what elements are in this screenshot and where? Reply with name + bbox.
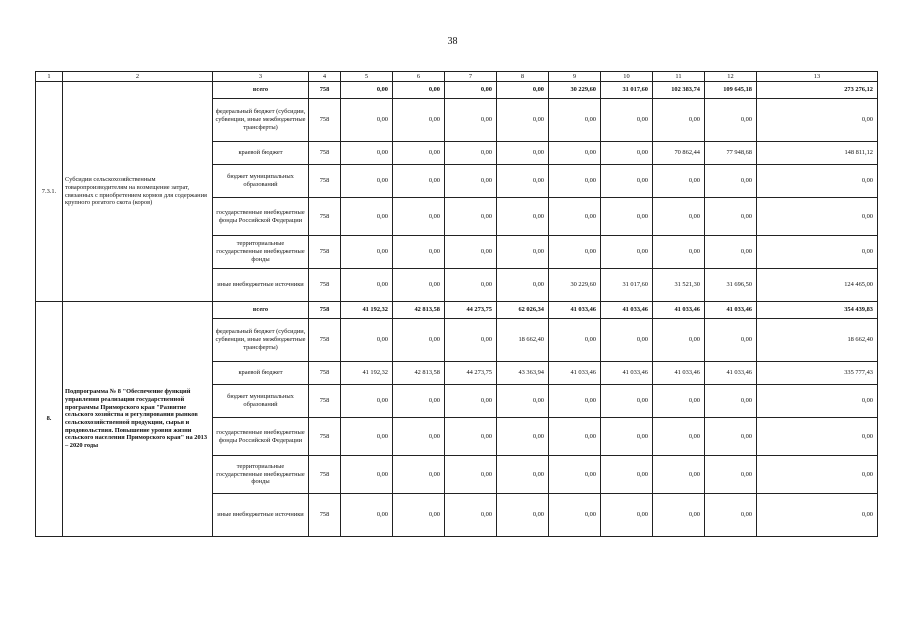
year-value: 0,00 <box>705 99 757 142</box>
budget-code: 758 <box>309 142 341 165</box>
year-value: 0,00 <box>497 165 549 198</box>
item-name: Субсидии сельскохозяйственным товаропроизводителям на возмещение затрат, связанных с приобретением кормов для содержания крупного рогатого скота (коров) <box>63 82 213 302</box>
budget-code: 758 <box>309 456 341 494</box>
year-value: 102 383,74 <box>653 82 705 99</box>
year-value: 41 033,46 <box>653 302 705 319</box>
year-value: 0,00 <box>341 82 393 99</box>
year-value: 0,00 <box>601 319 653 362</box>
column-number-2: 2 <box>63 72 213 82</box>
year-value: 0,00 <box>341 319 393 362</box>
year-value: 0,00 <box>601 494 653 537</box>
funding-source: краевой бюджет <box>213 142 309 165</box>
year-value: 0,00 <box>497 99 549 142</box>
year-value: 0,00 <box>549 385 601 418</box>
year-value: 0,00 <box>549 99 601 142</box>
column-number-row <box>36 72 878 82</box>
funding-source: федеральный бюджет (субсидии, субвенции, иные межбюджетные трансферты) <box>213 319 309 362</box>
year-value: 0,00 <box>341 198 393 236</box>
year-value: 0,00 <box>549 319 601 362</box>
year-value: 0,00 <box>341 165 393 198</box>
total-value: 148 811,12 <box>757 142 878 165</box>
year-value: 0,00 <box>393 99 445 142</box>
year-value: 43 363,94 <box>497 362 549 385</box>
year-value: 30 229,60 <box>549 269 601 302</box>
year-value: 0,00 <box>341 385 393 418</box>
year-value: 109 645,18 <box>705 82 757 99</box>
year-value: 41 033,46 <box>705 362 757 385</box>
column-number-5: 5 <box>341 72 393 82</box>
year-value: 0,00 <box>705 236 757 269</box>
year-value: 41 033,46 <box>705 302 757 319</box>
total-value: 354 439,83 <box>757 302 878 319</box>
budget-code: 758 <box>309 198 341 236</box>
year-value: 41 192,32 <box>341 302 393 319</box>
item-name: Подпрограмма № 8 "Обеспечение функций управления реализации государственной программы Приморского края "Развитие сельского хозяйства и регулирования рынков сельскохозяйственной продукции, сырья и продовольствия. Повышение уровня жизни сельского населения Приморского края" на 2013 – 2020 годы <box>63 302 213 537</box>
year-value: 0,00 <box>653 99 705 142</box>
budget-code: 758 <box>309 319 341 362</box>
year-value: 0,00 <box>653 385 705 418</box>
year-value: 0,00 <box>705 165 757 198</box>
budget-code: 758 <box>309 418 341 456</box>
year-value: 0,00 <box>549 418 601 456</box>
year-value: 0,00 <box>445 82 497 99</box>
year-value: 0,00 <box>549 142 601 165</box>
year-value: 0,00 <box>393 236 445 269</box>
column-number-4: 4 <box>309 72 341 82</box>
year-value: 0,00 <box>497 236 549 269</box>
column-number-13: 13 <box>757 72 878 82</box>
total-value: 0,00 <box>757 99 878 142</box>
year-value: 0,00 <box>341 99 393 142</box>
year-value: 0,00 <box>341 236 393 269</box>
year-value: 0,00 <box>549 165 601 198</box>
year-value: 0,00 <box>393 142 445 165</box>
year-value: 0,00 <box>653 418 705 456</box>
column-number-7: 7 <box>445 72 497 82</box>
year-value: 0,00 <box>497 142 549 165</box>
budget-code: 758 <box>309 99 341 142</box>
year-value: 0,00 <box>497 456 549 494</box>
funding-source: иные внебюджетные источники <box>213 269 309 302</box>
year-value: 31 017,60 <box>601 82 653 99</box>
year-value: 0,00 <box>705 418 757 456</box>
year-value: 0,00 <box>653 236 705 269</box>
year-value: 0,00 <box>393 319 445 362</box>
budget-code: 758 <box>309 82 341 99</box>
year-value: 0,00 <box>393 494 445 537</box>
page-number: 38 <box>447 36 458 47</box>
year-value: 0,00 <box>393 385 445 418</box>
total-value: 0,00 <box>757 385 878 418</box>
year-value: 0,00 <box>705 319 757 362</box>
year-value: 0,00 <box>549 236 601 269</box>
year-value: 41 033,46 <box>601 362 653 385</box>
column-number-6: 6 <box>393 72 445 82</box>
year-value: 0,00 <box>341 494 393 537</box>
funding-source: бюджет муниципальных образований <box>213 385 309 418</box>
item-number: 7.3.1. <box>36 82 63 302</box>
year-value: 0,00 <box>445 494 497 537</box>
year-value: 0,00 <box>445 418 497 456</box>
item-number: 8. <box>36 302 63 537</box>
budget-table <box>35 71 878 537</box>
year-value: 41 033,46 <box>601 302 653 319</box>
year-value: 0,00 <box>445 198 497 236</box>
year-value: 0,00 <box>393 165 445 198</box>
total-value: 0,00 <box>757 494 878 537</box>
year-value: 31 521,30 <box>653 269 705 302</box>
total-value: 273 276,12 <box>757 82 878 99</box>
funding-source: всего <box>213 302 309 319</box>
year-value: 0,00 <box>393 418 445 456</box>
year-value: 0,00 <box>445 319 497 362</box>
year-value: 0,00 <box>341 269 393 302</box>
year-value: 0,00 <box>549 198 601 236</box>
funding-source: иные внебюджетные источники <box>213 494 309 537</box>
year-value: 0,00 <box>445 142 497 165</box>
year-value: 0,00 <box>393 198 445 236</box>
year-value: 0,00 <box>549 456 601 494</box>
year-value: 0,00 <box>445 385 497 418</box>
year-value: 0,00 <box>601 236 653 269</box>
year-value: 0,00 <box>653 165 705 198</box>
year-value: 0,00 <box>393 82 445 99</box>
year-value: 31 696,50 <box>705 269 757 302</box>
budget-code: 758 <box>309 236 341 269</box>
year-value: 70 862,44 <box>653 142 705 165</box>
year-value: 42 813,58 <box>393 302 445 319</box>
total-value: 0,00 <box>757 456 878 494</box>
total-value: 0,00 <box>757 198 878 236</box>
year-value: 0,00 <box>445 236 497 269</box>
year-value: 41 033,46 <box>549 362 601 385</box>
budget-code: 758 <box>309 269 341 302</box>
year-value: 62 026,34 <box>497 302 549 319</box>
year-value: 0,00 <box>705 494 757 537</box>
table-row <box>36 302 878 319</box>
year-value: 41 033,46 <box>549 302 601 319</box>
year-value: 0,00 <box>601 385 653 418</box>
year-value: 44 273,75 <box>445 302 497 319</box>
year-value: 0,00 <box>341 142 393 165</box>
year-value: 0,00 <box>705 198 757 236</box>
budget-code: 758 <box>309 385 341 418</box>
year-value: 0,00 <box>549 494 601 537</box>
funding-source: федеральный бюджет (субсидии, субвенции, иные межбюджетные трансферты) <box>213 99 309 142</box>
year-value: 0,00 <box>445 99 497 142</box>
year-value: 0,00 <box>497 198 549 236</box>
budget-code: 758 <box>309 494 341 537</box>
year-value: 0,00 <box>601 418 653 456</box>
funding-source: бюджет муниципальных образований <box>213 165 309 198</box>
column-number-11: 11 <box>653 72 705 82</box>
year-value: 0,00 <box>393 269 445 302</box>
total-value: 0,00 <box>757 165 878 198</box>
year-value: 0,00 <box>497 82 549 99</box>
column-number-10: 10 <box>601 72 653 82</box>
year-value: 77 948,68 <box>705 142 757 165</box>
year-value: 0,00 <box>601 456 653 494</box>
year-value: 18 662,40 <box>497 319 549 362</box>
year-value: 0,00 <box>393 456 445 494</box>
year-value: 31 017,60 <box>601 269 653 302</box>
year-value: 41 192,32 <box>341 362 393 385</box>
year-value: 0,00 <box>653 494 705 537</box>
funding-source: краевой бюджет <box>213 362 309 385</box>
funding-source: всего <box>213 82 309 99</box>
budget-code: 758 <box>309 302 341 319</box>
total-value: 124 465,00 <box>757 269 878 302</box>
year-value: 44 273,75 <box>445 362 497 385</box>
year-value: 30 229,60 <box>549 82 601 99</box>
column-number-12: 12 <box>705 72 757 82</box>
funding-source: территориальные государственные внебюджетные фонды <box>213 236 309 269</box>
budget-code: 758 <box>309 165 341 198</box>
year-value: 0,00 <box>497 494 549 537</box>
year-value: 0,00 <box>445 269 497 302</box>
year-value: 0,00 <box>341 456 393 494</box>
column-number-9: 9 <box>549 72 601 82</box>
year-value: 0,00 <box>653 456 705 494</box>
year-value: 0,00 <box>705 385 757 418</box>
year-value: 0,00 <box>601 198 653 236</box>
total-value: 18 662,40 <box>757 319 878 362</box>
year-value: 0,00 <box>341 418 393 456</box>
table-row <box>36 82 878 99</box>
year-value: 41 033,46 <box>653 362 705 385</box>
total-value: 335 777,43 <box>757 362 878 385</box>
year-value: 0,00 <box>601 142 653 165</box>
funding-source: государственные внебюджетные фонды Российской Федерации <box>213 198 309 236</box>
year-value: 0,00 <box>601 99 653 142</box>
funding-source: государственные внебюджетные фонды Российской Федерации <box>213 418 309 456</box>
year-value: 42 813,58 <box>393 362 445 385</box>
column-number-8: 8 <box>497 72 549 82</box>
total-value: 0,00 <box>757 236 878 269</box>
year-value: 0,00 <box>705 456 757 494</box>
year-value: 0,00 <box>601 165 653 198</box>
year-value: 0,00 <box>653 319 705 362</box>
year-value: 0,00 <box>445 165 497 198</box>
column-number-1: 1 <box>36 72 63 82</box>
total-value: 0,00 <box>757 418 878 456</box>
year-value: 0,00 <box>497 418 549 456</box>
year-value: 0,00 <box>445 456 497 494</box>
year-value: 0,00 <box>497 269 549 302</box>
budget-code: 758 <box>309 362 341 385</box>
year-value: 0,00 <box>497 385 549 418</box>
funding-source: территориальные государственные внебюджетные фонды <box>213 456 309 494</box>
column-number-3: 3 <box>213 72 309 82</box>
year-value: 0,00 <box>653 198 705 236</box>
